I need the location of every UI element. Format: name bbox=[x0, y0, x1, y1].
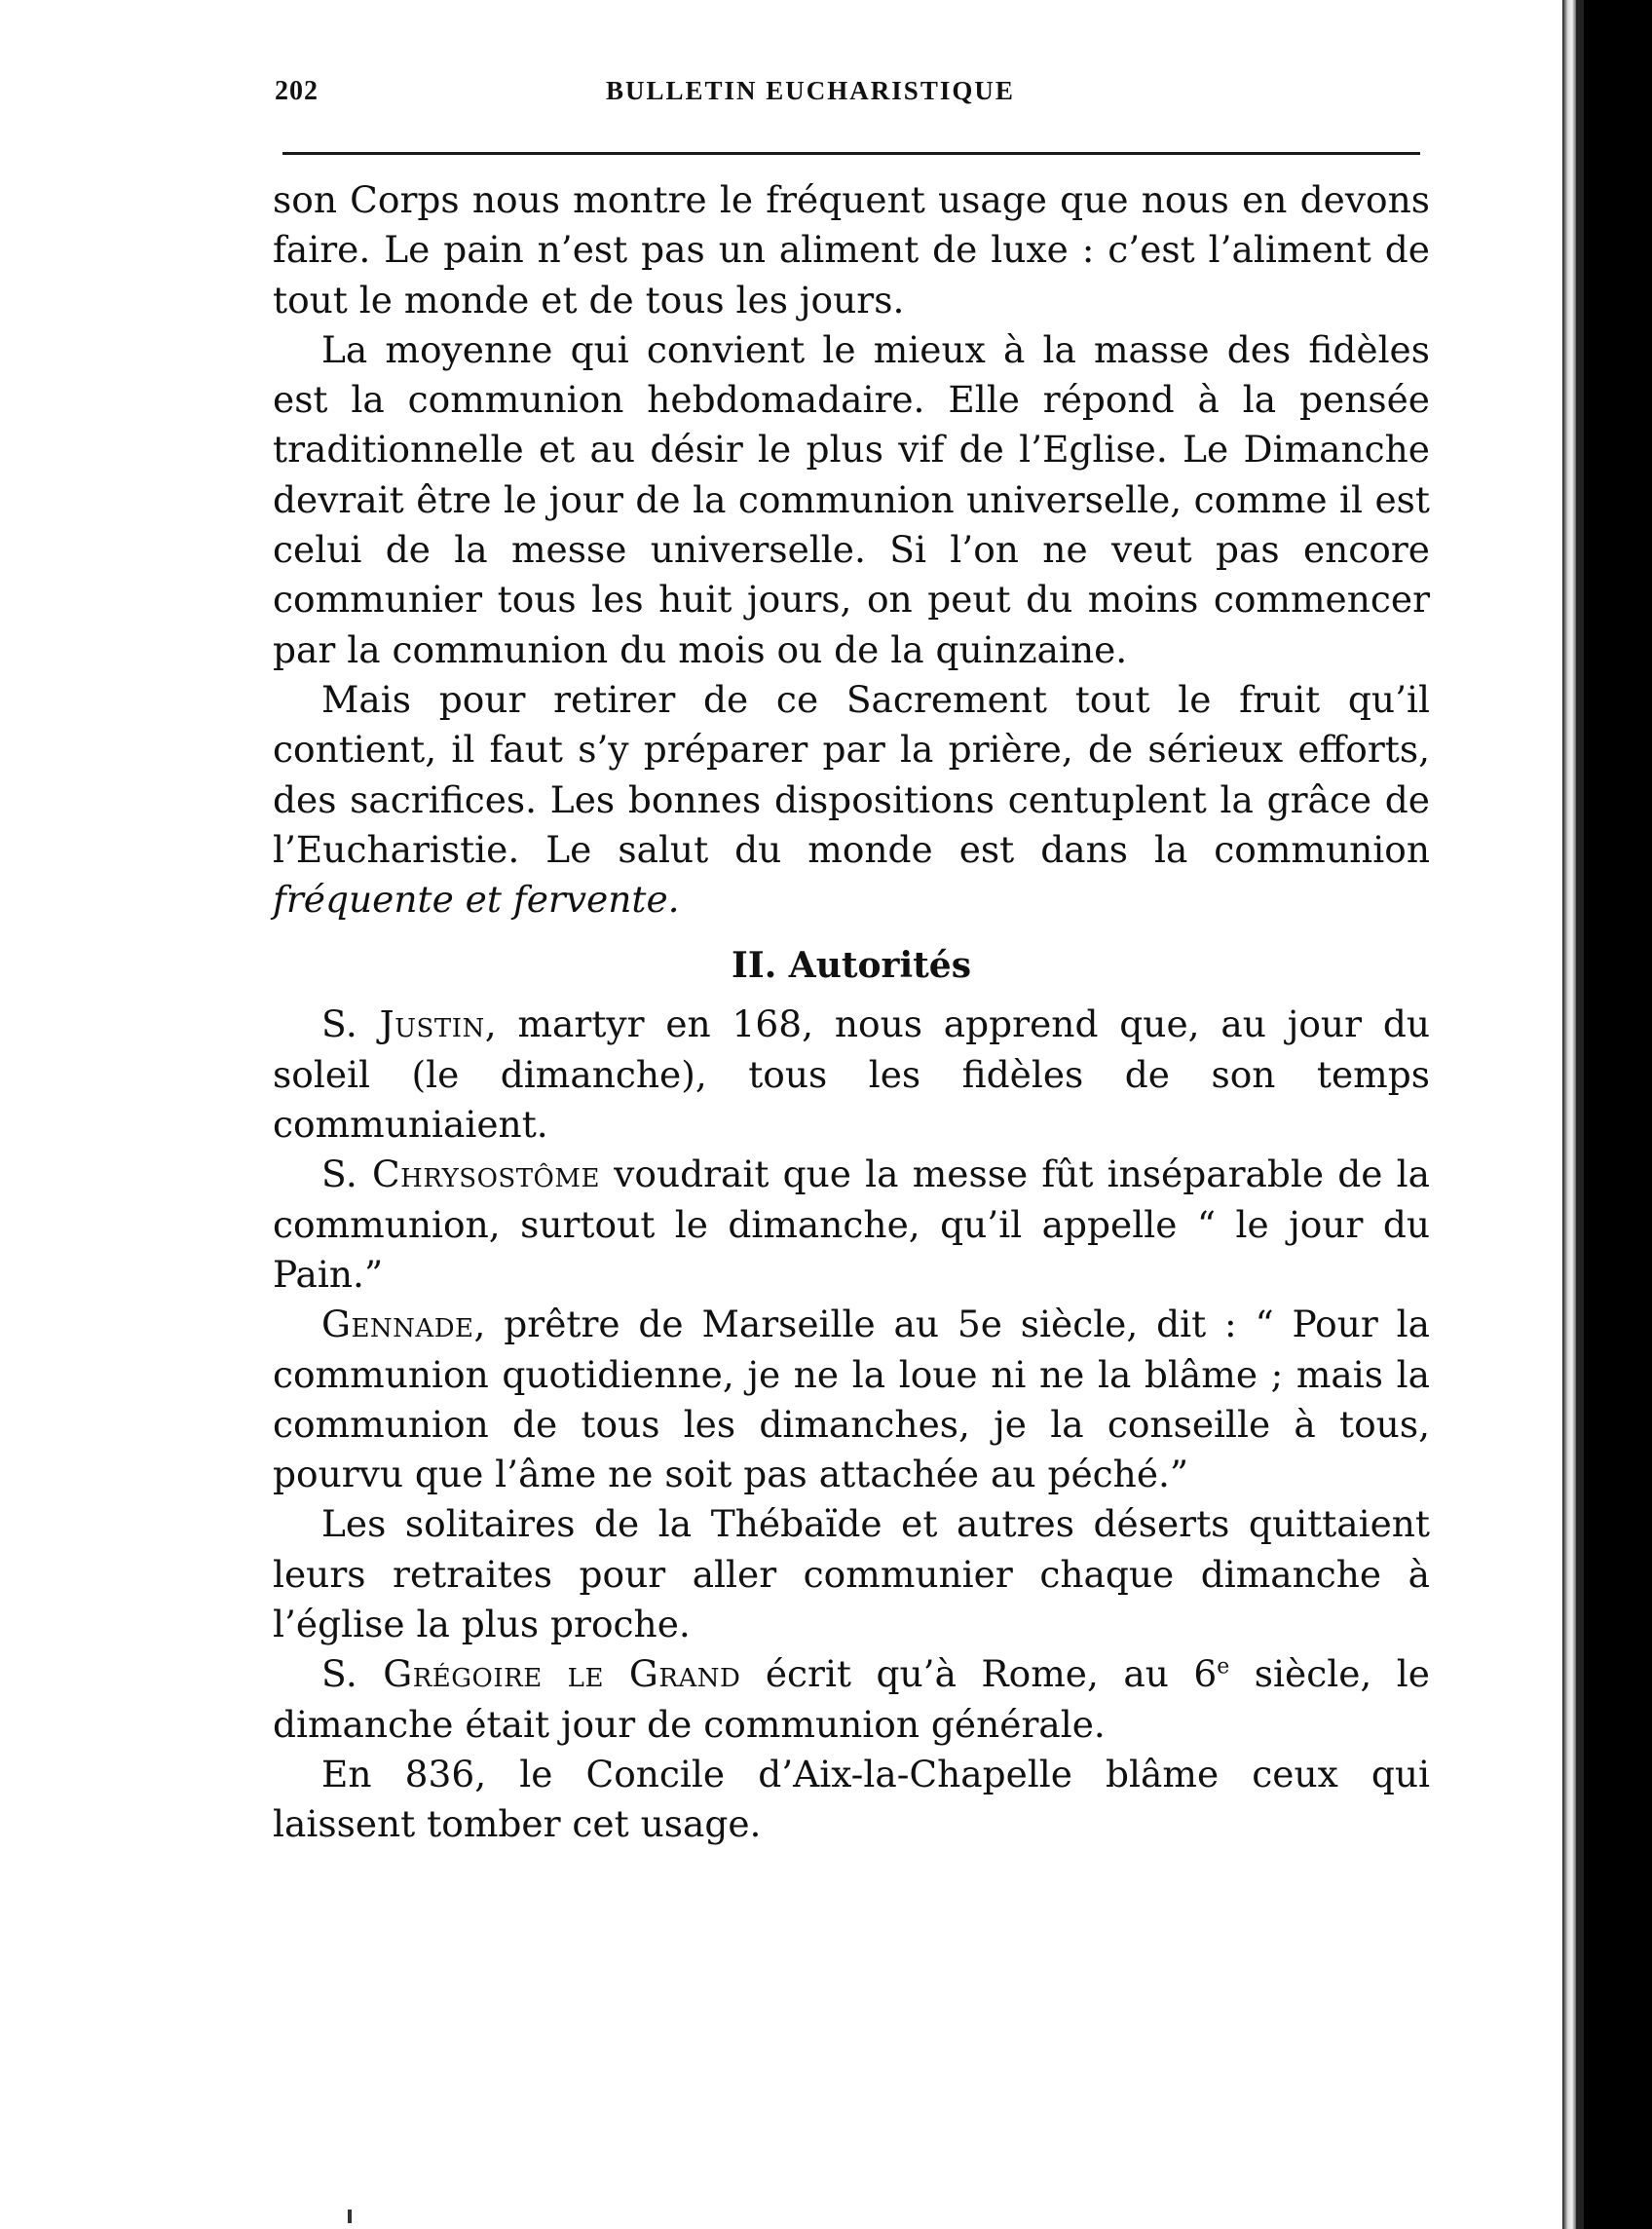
header-rule bbox=[282, 152, 1420, 155]
author-name-gennade: Gennade bbox=[321, 1303, 474, 1346]
page-edge-dark bbox=[1576, 0, 1584, 2229]
chrysostome-text: voudrait que la messe fût inséparable de la communion, surtout le dimanche, qu’il appelle “ le jour du Pain.” bbox=[273, 1152, 1431, 1296]
gregoire-text-a: écrit qu’à Rome, au 6 bbox=[740, 1652, 1218, 1696]
journal-title: BULLETIN EUCHARISTIQUE bbox=[606, 76, 1015, 105]
paragraph-concile: En 836, le Concile d’Aix-la-Chapelle blâme ceux qui laissent tomber cet usage. bbox=[273, 1752, 1430, 1846]
paragraph-justin bbox=[273, 1000, 1430, 1150]
superscript-e: e bbox=[1217, 1654, 1230, 1680]
gregoire-text-b: siècle, le dimanche était jour de communion générale. bbox=[273, 1652, 1430, 1746]
paragraph-dispositions bbox=[273, 675, 1430, 925]
italic-emphasis: fréquente et fervente. bbox=[273, 878, 680, 922]
justin-text: , martyr en 168, nous apprend que, au jour du soleil (le dimanche), tous les fidèles de son temps communiaient. bbox=[273, 1002, 1430, 1147]
paragraph-weekly-communion: La moyenne qui convient le mieux à la masse des fidèles est la communion hebdomadaire. Elle répond à la pensée traditionnelle et au désir le plus vif de l’Eglise. Le Dimanche devrait être le jour de la communion universelle, comme il est celui de la messe universelle. Si l’on ne veut pas encore communier tous les huit jours, on peut du moins commencer par la communion du mois ou de la quinzaine. bbox=[273, 327, 1430, 671]
page-number: 202 bbox=[275, 76, 319, 106]
paragraph-dispositions-text: Mais pour retirer de ce Sacrement tout le fruit qu’il contient, il faut s’y préparer par la prière, de sérieux efforts, des sacrifices. Les bonnes dispositions centuplent la grâce de l’Eucharistie. Le salut du monde est dans la communion bbox=[273, 677, 1430, 871]
paragraph-chrysostome bbox=[273, 1150, 1430, 1300]
author-name-justin: S. Justin bbox=[321, 1002, 485, 1046]
paragraph-continuation: son Corps nous montre le fréquent usage que nous en devons faire. Le pain n’est pas un aliment de luxe : c’est l’aliment de tout le monde et de tous les jours. bbox=[273, 178, 1430, 321]
body-text bbox=[273, 175, 1430, 1850]
author-name-chrysostome: S. Chrysostôme bbox=[321, 1152, 600, 1196]
author-name-gregoire: S. Grégoire le Grand bbox=[321, 1652, 741, 1696]
paragraph-gennade bbox=[273, 1300, 1430, 1499]
running-head bbox=[275, 76, 1424, 125]
gennade-text: , prêtre de Marseille au 5e siècle, dit : “ Pour la communion quotidienne, je ne la loue ni ne la blâme ; mais la communion de tous les dimanches, je la conseille à tous, pourvu que l’âme ne soit pas attachée au péché.” bbox=[273, 1303, 1430, 1496]
page-edge-shadow bbox=[1562, 0, 1576, 2229]
section-heading: II. Autorités bbox=[732, 945, 971, 987]
paragraph-gregoire bbox=[273, 1649, 1430, 1750]
paragraph-solitaires: Les solitaires de la Thébaïde et autres déserts quittaient leurs retraites pour aller communier chaque dimanche à l’église la plus proche. bbox=[273, 1502, 1430, 1646]
